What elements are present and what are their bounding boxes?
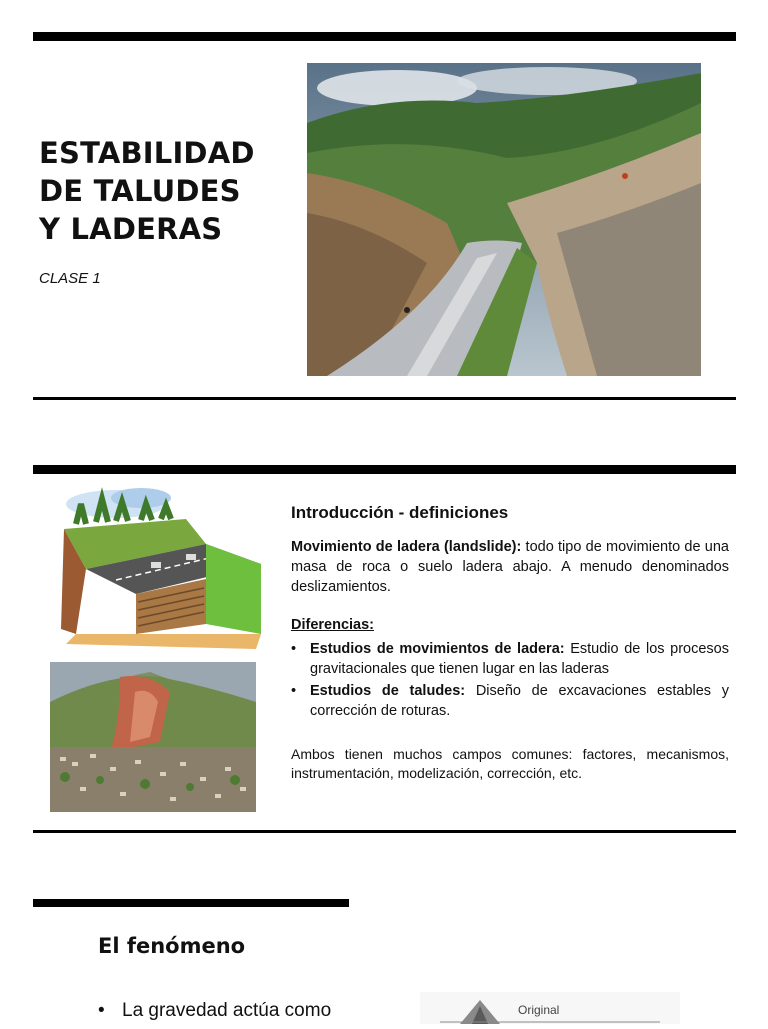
title-line-3: Y LADERAS (39, 212, 223, 246)
slide3-bullet (98, 1000, 331, 1022)
definition-paragraph (291, 537, 729, 597)
slide3-top-bar (33, 899, 349, 907)
definition-text: todo tipo de movimiento de una masa de roca o suelo ladera abajo. A menudo denominados deslizamientos. (291, 539, 729, 595)
road-slope-photo (307, 63, 701, 376)
slope-cross-section-illustration (56, 484, 268, 654)
slide1-top-bar (33, 32, 736, 41)
slope-diagram (420, 992, 680, 1024)
slide3-title: El fenómeno (98, 934, 246, 958)
diagram-label: Original (518, 1003, 560, 1017)
item-term: Estudios de movimientos de ladera: (310, 641, 565, 657)
slide2-bottom-rule (33, 830, 736, 833)
landslide-town-photo (50, 662, 256, 812)
item-text: Diseño de excavaciones estables y corrección de roturas. (310, 683, 729, 719)
slide2-text-block (291, 503, 729, 783)
definition-term: Movimiento de ladera (landslide): (291, 539, 522, 555)
slide2-footer: Ambos tienen muchos campos comunes: factores, mecanismos, instrumentación, modelización, corrección, etc. (291, 746, 729, 781)
differences-list (291, 639, 729, 721)
slide2-heading: Introducción - definiciones (291, 503, 509, 522)
slide1-bottom-rule (33, 397, 736, 400)
item-text: Estudio de los procesos gravitacionales que tienen lugar en las laderas (310, 641, 729, 677)
bullet-text: La gravedad actúa como (122, 1000, 332, 1021)
item-term: Estudios de taludes: (310, 683, 466, 699)
slide1-title (39, 134, 289, 248)
slide2-top-bar (33, 465, 736, 474)
list-item (291, 681, 729, 721)
title-line-2: DE TALUDES (39, 174, 241, 208)
differences-label: Diferencias: (291, 617, 375, 633)
slide1-subtitle: CLASE 1 (39, 270, 101, 287)
list-item (291, 639, 729, 679)
title-line-1: ESTABILIDAD (39, 136, 255, 170)
